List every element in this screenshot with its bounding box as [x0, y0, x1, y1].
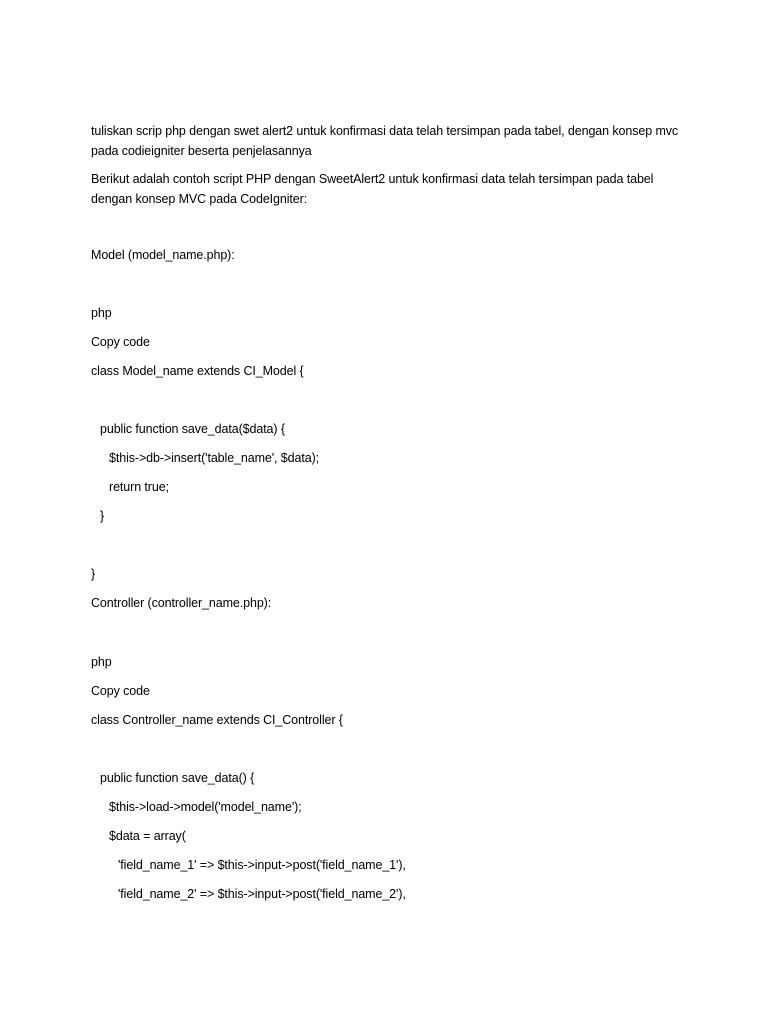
model-code-line: class Model_name extends CI_Model {	[91, 364, 304, 378]
controller-code-lang: php	[91, 655, 112, 669]
model-heading: Model (model_name.php):	[91, 248, 235, 262]
controller-code-line: class Controller_name extends CI_Controller {	[91, 713, 343, 727]
model-code-line: public function save_data($data) {	[100, 422, 285, 436]
model-code-line: $this->db->insert('table_name', $data);	[109, 451, 320, 465]
model-copy-code-label: Copy code	[91, 335, 150, 349]
controller-code-line: 'field_name_1' => $this->input->post('field_name_1'),	[118, 858, 406, 872]
controller-copy-code-label: Copy code	[91, 684, 150, 698]
intro-text: Berikut adalah contoh script PHP dengan SweetAlert2 untuk konfirmasi data telah tersimpan pada tabel dengan konsep MVC pada CodeIgniter:	[91, 172, 654, 206]
controller-code-line: $data = array(	[109, 829, 186, 843]
controller-code-line: public function save_data() {	[100, 771, 255, 785]
model-code-line: return true;	[109, 480, 169, 494]
controller-heading: Controller (controller_name.php):	[91, 596, 272, 610]
model-code-lang: php	[91, 306, 112, 320]
model-code-line: }	[100, 509, 105, 523]
controller-code-line: 'field_name_2' => $this->input->post('field_name_2'),	[118, 887, 406, 901]
controller-code-line: $this->load->model('model_name');	[109, 800, 302, 814]
model-code-line: }	[91, 567, 96, 581]
question-text: tuliskan scrip php dengan swet alert2 untuk konfirmasi data telah tersimpan pada tabel, dengan konsep mvc pada codieigniter beserta penjelasannya	[91, 124, 679, 158]
